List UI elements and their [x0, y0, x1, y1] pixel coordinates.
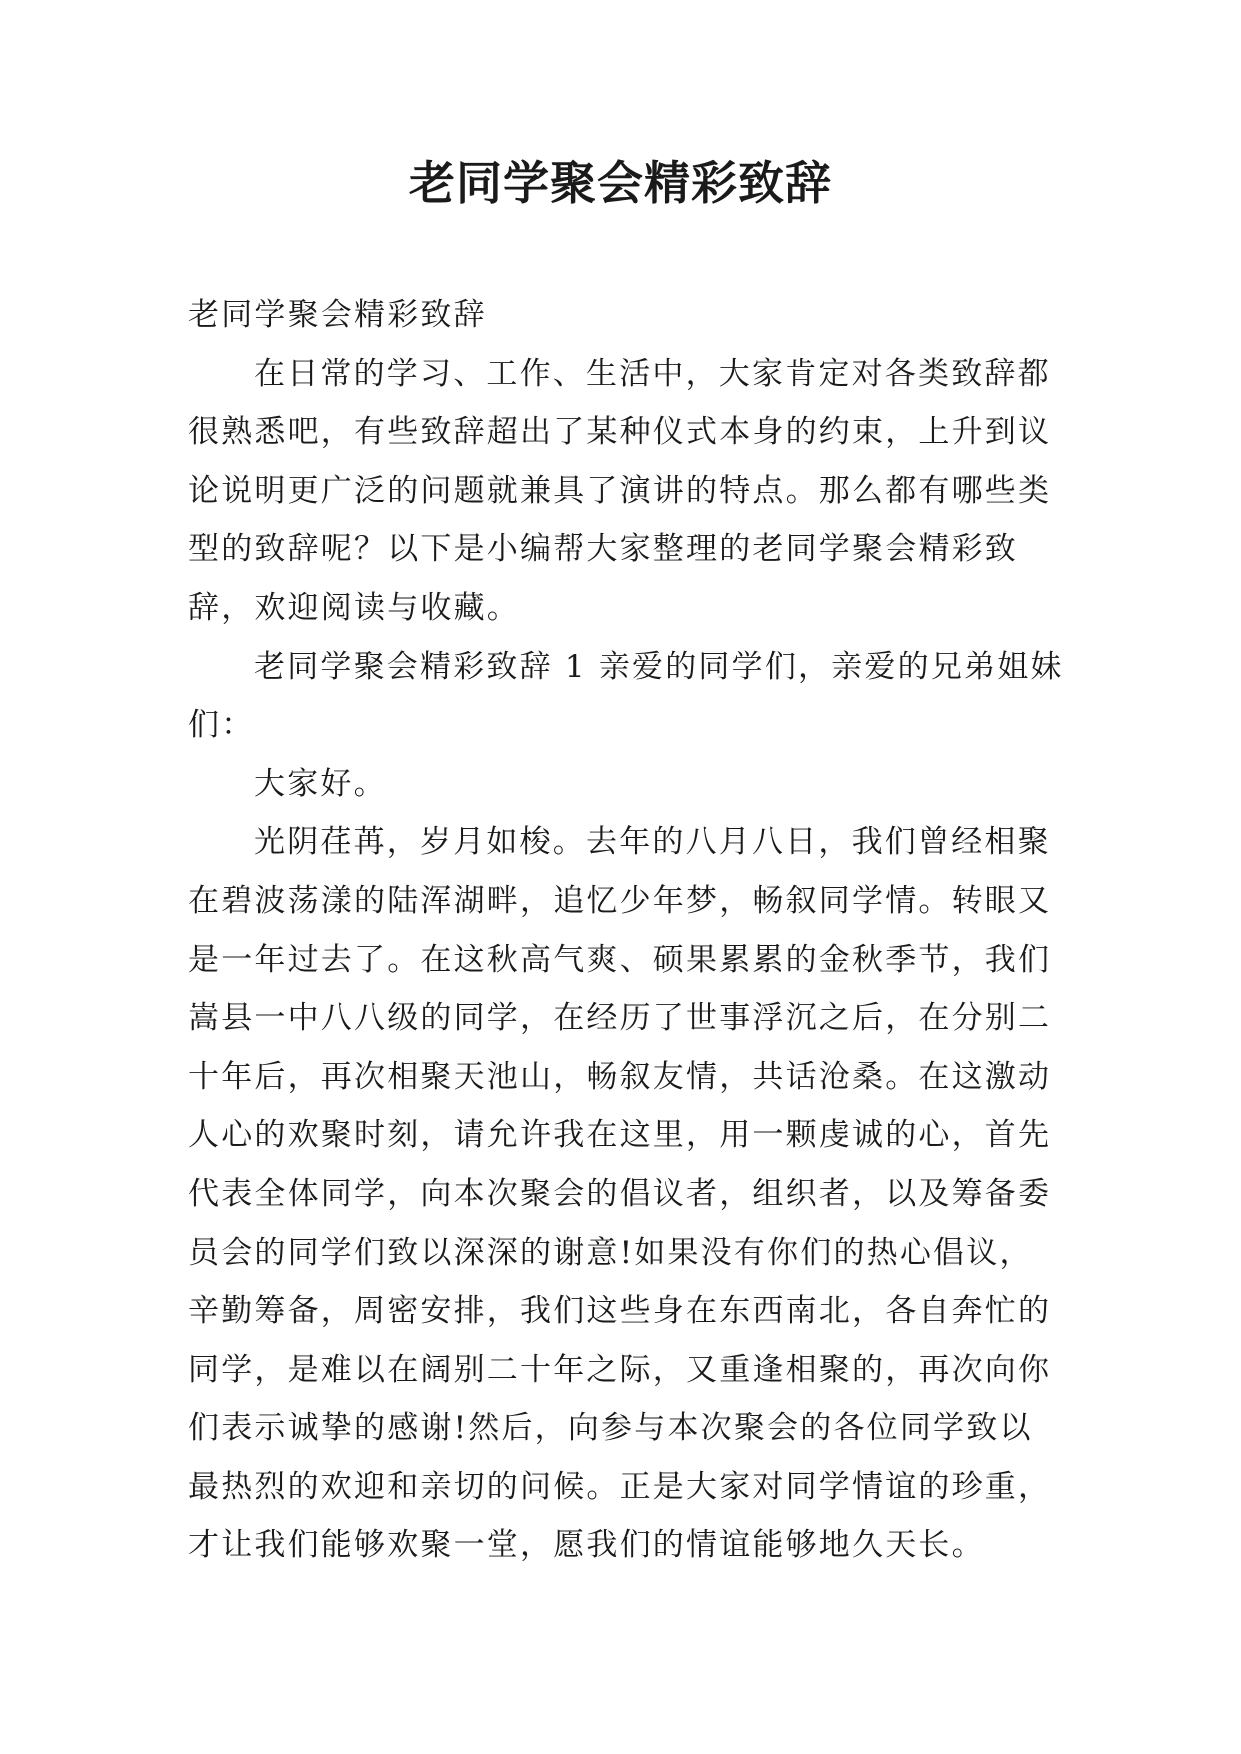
text-line: 老同学聚会精彩致辞 1 亲爱的同学们，亲爱的兄弟姐妹 [254, 648, 1064, 685]
text-line: 辞，欢迎阅读与收藏。 [188, 589, 520, 626]
text-line: 在日常的学习、工作、生活中，大家肯定对各类致辞都 [254, 355, 1051, 392]
text-line: 老同学聚会精彩致辞 [188, 297, 487, 333]
text-line: 们表示诚挚的感谢!然后，向参与本次聚会的各位同学致以 [188, 1410, 1033, 1447]
text-line: 在碧波荡漾的陆浑湖畔，追忆少年梦，畅叙同学情。转眼又 [188, 882, 1052, 919]
text-line: 员会的同学们致以深深的谢意!如果没有你们的热心倡议， [188, 1234, 1033, 1271]
text-line: 很熟悉吧，有些致辞超出了某种仪式本身的约束，上升到议 [188, 414, 1052, 451]
text-line: 十年后，再次相聚天池山，畅叙友情，共话沧桑。在这激动 [188, 1058, 1052, 1095]
text-line: 是一年过去了。在这秋高气爽、硕果累累的金秋季节，我们 [188, 941, 1052, 978]
text-line: 人心的欢聚时刻，请允许我在这里，用一颗虔诚的心，首先 [188, 1117, 1052, 1154]
text-line: 同学，是难以在阔别二十年之际，又重逢相聚的，再次向你 [188, 1351, 1052, 1388]
text-line: 嵩县一中八八级的同学，在经历了世事浮沉之后，在分别二 [188, 1000, 1052, 1037]
text-line: 型的致辞呢？以下是小编帮大家整理的老同学聚会精彩致 [188, 531, 1018, 568]
text-line: 辛勤筹备，周密安排，我们这些身在东西南北，各自奔忙的 [188, 1293, 1052, 1330]
text-line: 大家好。 [254, 765, 387, 802]
text-line: 最热烈的欢迎和亲切的问候。正是大家对同学情谊的珍重， [188, 1468, 1052, 1505]
document-title: 老同学聚会精彩致辞 [409, 156, 832, 210]
text-line: 代表全体同学，向本次聚会的倡议者，组织者，以及筹备委 [188, 1175, 1052, 1212]
text-line: 们： [188, 707, 255, 744]
document-body [188, 286, 1064, 1575]
text-line: 光阴荏苒，岁月如梭。去年的八月八日，我们曾经相聚 [254, 824, 1051, 861]
text-line: 论说明更广泛的问题就兼具了演讲的特点。那么都有哪些类 [188, 472, 1052, 509]
text-line: 才让我们能够欢聚一堂，愿我们的情谊能够地久天长。 [188, 1527, 985, 1564]
